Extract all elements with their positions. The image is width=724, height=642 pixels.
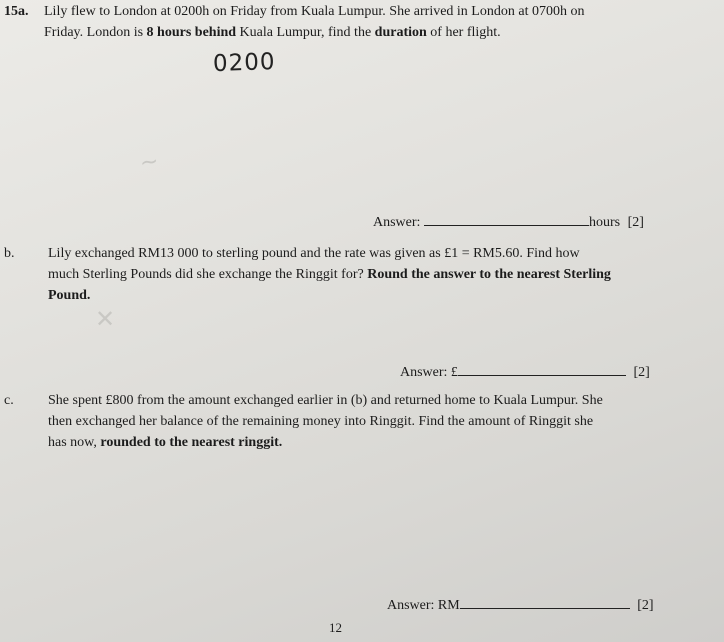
emphasis-duration: duration: [374, 25, 427, 40]
question-c-line2: then exchanged her balance of the remaining money into Ringgit. Find the amount of Ringgit she: [48, 414, 594, 429]
bleed-through-mark: ~: [138, 148, 161, 177]
answer-15a-label: Answer:: [373, 215, 421, 230]
answer-c-marks: [2]: [637, 598, 654, 613]
handwritten-working: 0200: [212, 48, 276, 78]
answer-15a-marks: [2]: [627, 215, 644, 230]
question-b-line1: Lily exchanged RM13 000 to sterling pound and the rate was given as £1 = RM5.60. Find how: [48, 246, 580, 261]
answer-b-marks: [2]: [633, 365, 650, 380]
answer-c-label: Answer: RM: [387, 598, 460, 613]
question-b-number: b.: [4, 246, 15, 261]
answer-c-blank[interactable]: [460, 595, 630, 609]
answer-b-row: [400, 362, 650, 381]
question-15a-text: Lily flew to London at 0200h on Friday from Kuala Lumpur. She arrived in London at 0700h on Friday. London is 8 hours behind Kuala Lumpur, find the duration of her flight.: [44, 4, 585, 40]
emphasis-pound: Pound.: [48, 288, 91, 303]
answer-c-row: [387, 595, 654, 614]
emphasis-nearest-ringgit: rounded to the nearest ringgit.: [100, 435, 283, 450]
question-15a-line1: Lily flew to London at 0200h on Friday from Kuala Lumpur. She arrived in London at 0700h on: [44, 4, 585, 19]
question-c-line1: She spent £800 from the amount exchanged earlier in (b) and returned home to Kuala Lumpur. She: [48, 393, 603, 408]
answer-15a-unit: hours: [588, 215, 621, 230]
question-15a-number: 15a.: [4, 4, 29, 19]
emphasis-round-sterling: Round the answer to the nearest Sterling: [367, 267, 611, 282]
bleed-through-mark: ✕: [95, 305, 116, 333]
answer-15a-row: [373, 212, 644, 231]
answer-b-blank[interactable]: [458, 362, 626, 376]
page-number: 12: [329, 620, 342, 635]
answer-15a-blank[interactable]: [424, 212, 589, 226]
question-c-text: She spent £800 from the amount exchanged earlier in (b) and returned home to Kuala Lumpur. She then exchanged her balance of the remaining money into Ringgit. Find the amount of Ringgit she has now, rounded to the nearest ringgit.: [48, 393, 603, 450]
question-b-text: Lily exchanged RM13 000 to sterling pound and the rate was given as £1 = RM5.60. Find how much Sterling Pounds did she exchange the Ringgit for? Round the answer to the nearest Sterling Pound.: [48, 246, 611, 303]
answer-b-label: Answer: £: [400, 365, 458, 380]
emphasis-8-hours-behind: 8 hours behind: [146, 25, 237, 40]
question-c-number: c.: [4, 393, 14, 408]
